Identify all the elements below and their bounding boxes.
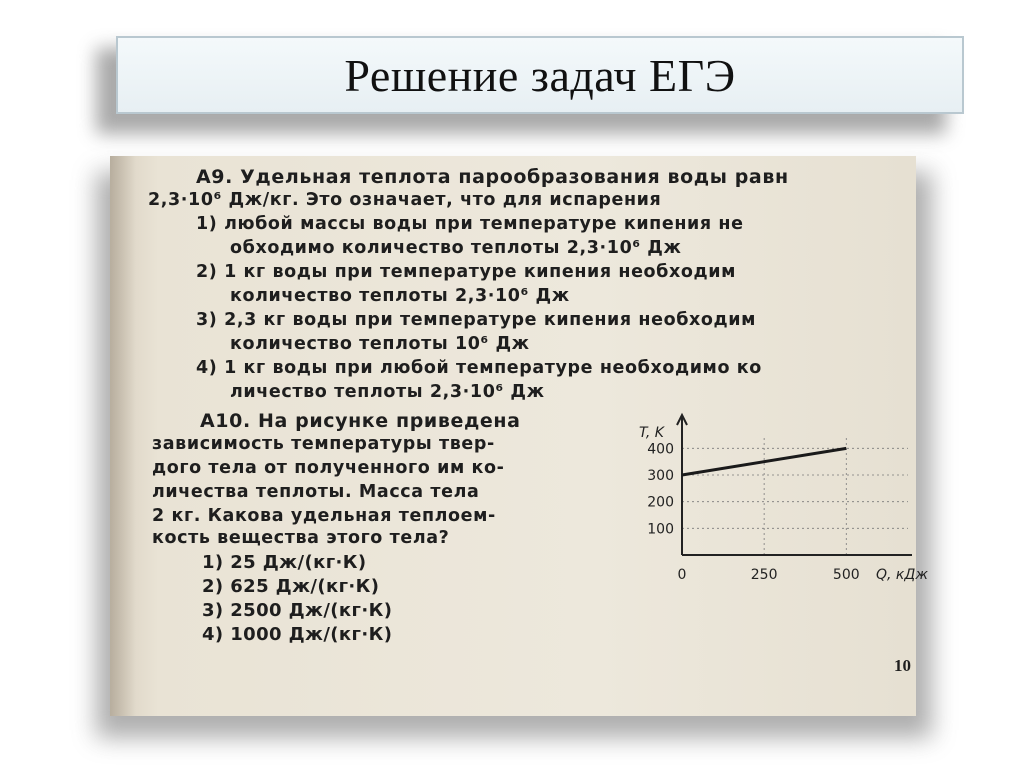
y-axis-label: T, K: [639, 425, 664, 441]
a9-option-4-cont: личество теплоты 2,3·10⁶ Дж: [230, 382, 545, 402]
y-tick-200: 200: [647, 494, 674, 511]
y-tick-300: 300: [647, 468, 674, 484]
title-box: [116, 36, 964, 114]
temperature-heat-chart: [630, 411, 928, 583]
a9-line-1: А9. Удельная теплота парообразования воды равн: [196, 166, 789, 188]
x-tick-500: 500: [832, 567, 860, 583]
scanned-page: [110, 156, 928, 716]
page-number: 10: [894, 656, 911, 675]
a10-line-6: кость вещества этого тела?: [152, 528, 450, 548]
a10-line-3: дого тела от полученного им ко-: [152, 458, 505, 478]
a10-line-4: личества теплоты. Масса тела: [152, 482, 480, 502]
chart-grid: [682, 435, 908, 555]
chart-axes: [677, 415, 912, 555]
a9-option-2-cont: количество теплоты 2,3·10⁶ Дж: [230, 286, 570, 306]
series-line-0: [682, 448, 846, 475]
a10-line-5: 2 кг. Какова удельная теплоем-: [152, 506, 496, 526]
x-tick-250: 250: [750, 567, 778, 583]
a10-answer-2: 2) 625 Дж/(кг·К): [202, 576, 380, 597]
slide-title: Решение задач ЕГЭ: [344, 49, 736, 101]
y-tick-400: 400: [647, 441, 674, 458]
x-axis-label: Q, кДж: [876, 567, 928, 583]
a10-answer-4: 4) 1000 Дж/(кг·К): [202, 624, 393, 645]
a10-answer-1: 1) 25 Дж/(кг·К): [202, 552, 367, 573]
a9-option-2: 2) 1 кг воды при температуре кипения необходим: [196, 262, 737, 282]
a10-line-2: зависимость температуры твер-: [152, 434, 495, 454]
y-tick-100: 100: [647, 521, 674, 538]
a10-line-1: А10. На рисунке приведена: [200, 410, 521, 432]
a9-option-1-cont: обходимо количество теплоты 2,3·10⁶ Дж: [230, 238, 682, 258]
x-tick-0: 0: [677, 567, 687, 583]
a9-option-4: 4) 1 кг воды при любой температуре необходимо ко: [196, 358, 762, 378]
a9-option-3-cont: количество теплоты 10⁶ Дж: [230, 334, 530, 354]
a9-option-3: 3) 2,3 кг воды при температуре кипения необходим: [196, 310, 757, 330]
a9-option-1: 1) любой массы воды при температуре кипения не: [196, 214, 744, 234]
a9-line-2: 2,3·10⁶ Дж/кг. Это означает, что для испарения: [148, 190, 662, 210]
chart-series: [682, 448, 846, 475]
a10-answer-3: 3) 2500 Дж/(кг·К): [202, 600, 393, 621]
